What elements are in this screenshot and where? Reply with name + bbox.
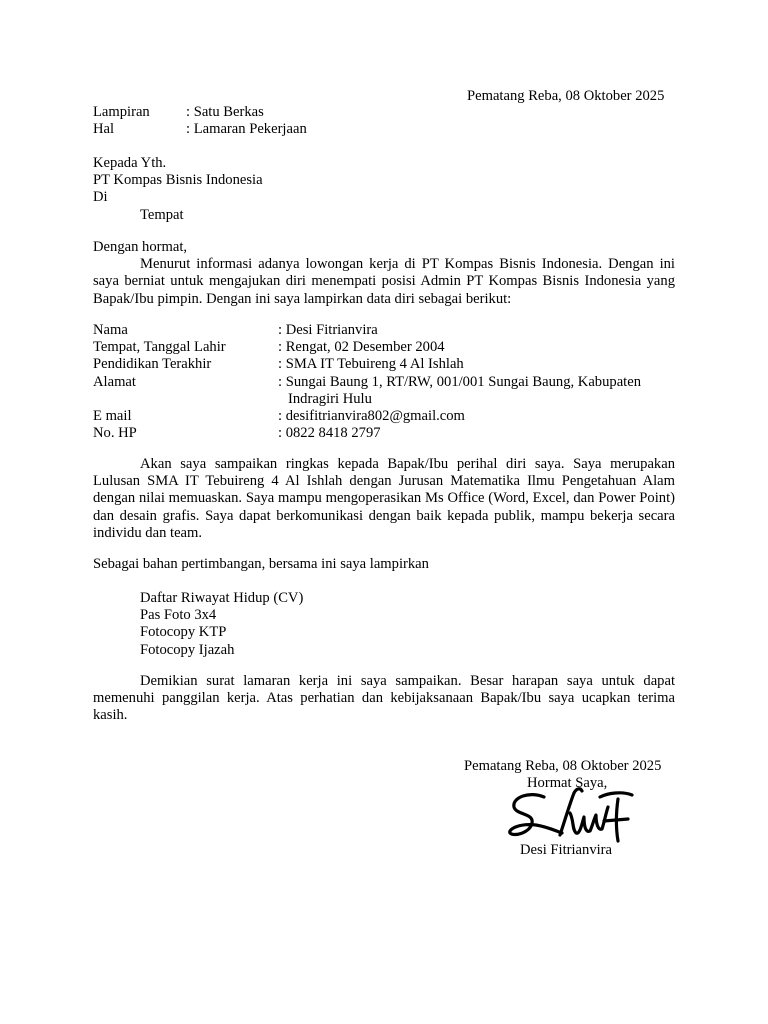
meta-value: : Satu Berkas [186,104,264,120]
attachments-list [140,590,303,659]
greeting: Dengan hormat, [93,239,188,255]
attachment-item: Fotocopy KTP [140,624,227,641]
closing-paragraph: Demikian surat lamaran kerja ini saya sampaikan. Besar harapan saya untuk dapat memenuhi panggilan kerja. Atas perhatian dan kebijaksanaan Bapak/Ibu saya ucapkan terima kasih. [93,673,675,724]
meta-row-hal [93,121,307,138]
data-label: Tempat, Tanggal Lahir [93,339,226,356]
data-label: Alamat [93,373,136,390]
data-label: E mail [93,408,132,425]
attachment-item: Fotocopy Ijazah [140,641,235,658]
data-row [93,425,675,442]
data-row [93,322,675,339]
data-label: Nama [93,322,128,338]
about-paragraph: Akan saya sampaikan ringkas kepada Bapak/Ibu perihal diri saya. Saya merupakan Lulusan SMA IT Tebuireng 4 Al Ishlah dengan Jurusan Matematika Ilmu Pengetahuan Alam dengan nilai memuaskan. Saya mampu mengoperasikan Ms Office (Word, Excel, dan Power Point) dan desain grafis. Saya dapat berkomunikasi dengan baik kepada publik, mampu bekerja secara individu dan team. [93,456,675,541]
letter-opening [93,239,675,308]
meta-value: : Lamaran Pekerjaan [186,121,307,138]
data-value: : Desi Fitrianvira [278,322,378,338]
recipient-block [93,155,263,224]
data-row [93,408,675,425]
meta-row-lampiran [93,104,307,121]
meta-label: Lampiran [93,104,150,120]
recipient-line: Kepada Yth. [93,155,167,171]
attachment-item: Daftar Riwayat Hidup (CV) [140,590,304,606]
signoff-regards: Hormat Saya, [527,775,608,791]
data-row [93,356,675,373]
recipient-place: Tempat [140,206,184,223]
data-value: : SMA IT Tebuireng 4 Al Ishlah [278,356,464,373]
recipient-line: Di [93,189,108,206]
signoff-date: Pematang Reba, 08 Oktober 2025 [464,758,662,774]
intro-paragraph: Menurut informasi adanya lowongan kerja di PT Kompas Bisnis Indonesia. Dengan ini saya berniat untuk mengajukan diri menempati posisi Admin PT Kompas Bisnis Indonesia yang Bapak/Ibu pimpin. Dengan ini saya lampirkan data diri sebagai berikut: [93,256,675,307]
data-label: No. HP [93,425,137,442]
address-line-1: : Sungai Baung 1, RT/RW, 001/001 Sungai Baung, Kabupaten [278,373,642,390]
data-row [93,374,675,408]
address-line-2: Indragiri Hulu [288,390,372,407]
attachments-intro: Sebagai bahan pertimbangan, bersama ini saya lampirkan [93,556,429,572]
data-row [93,339,675,356]
letter-meta [93,104,307,138]
letter-date: Pematang Reba, 08 Oktober 2025 [467,88,665,104]
attachment-item: Pas Foto 3x4 [140,607,217,624]
data-value: : 0822 8418 2797 [278,425,381,442]
data-value-address [278,374,675,408]
meta-label: Hal [93,121,115,138]
data-value: : Rengat, 02 Desember 2004 [278,339,445,356]
personal-data [93,322,675,442]
handwritten-signature [500,783,640,847]
recipient-company: PT Kompas Bisnis Indonesia [93,172,263,189]
data-value: : desifitrianvira802@gmail.com [278,408,465,425]
data-label: Pendidikan Terakhir [93,356,212,373]
signer-name: Desi Fitrianvira [520,842,613,858]
